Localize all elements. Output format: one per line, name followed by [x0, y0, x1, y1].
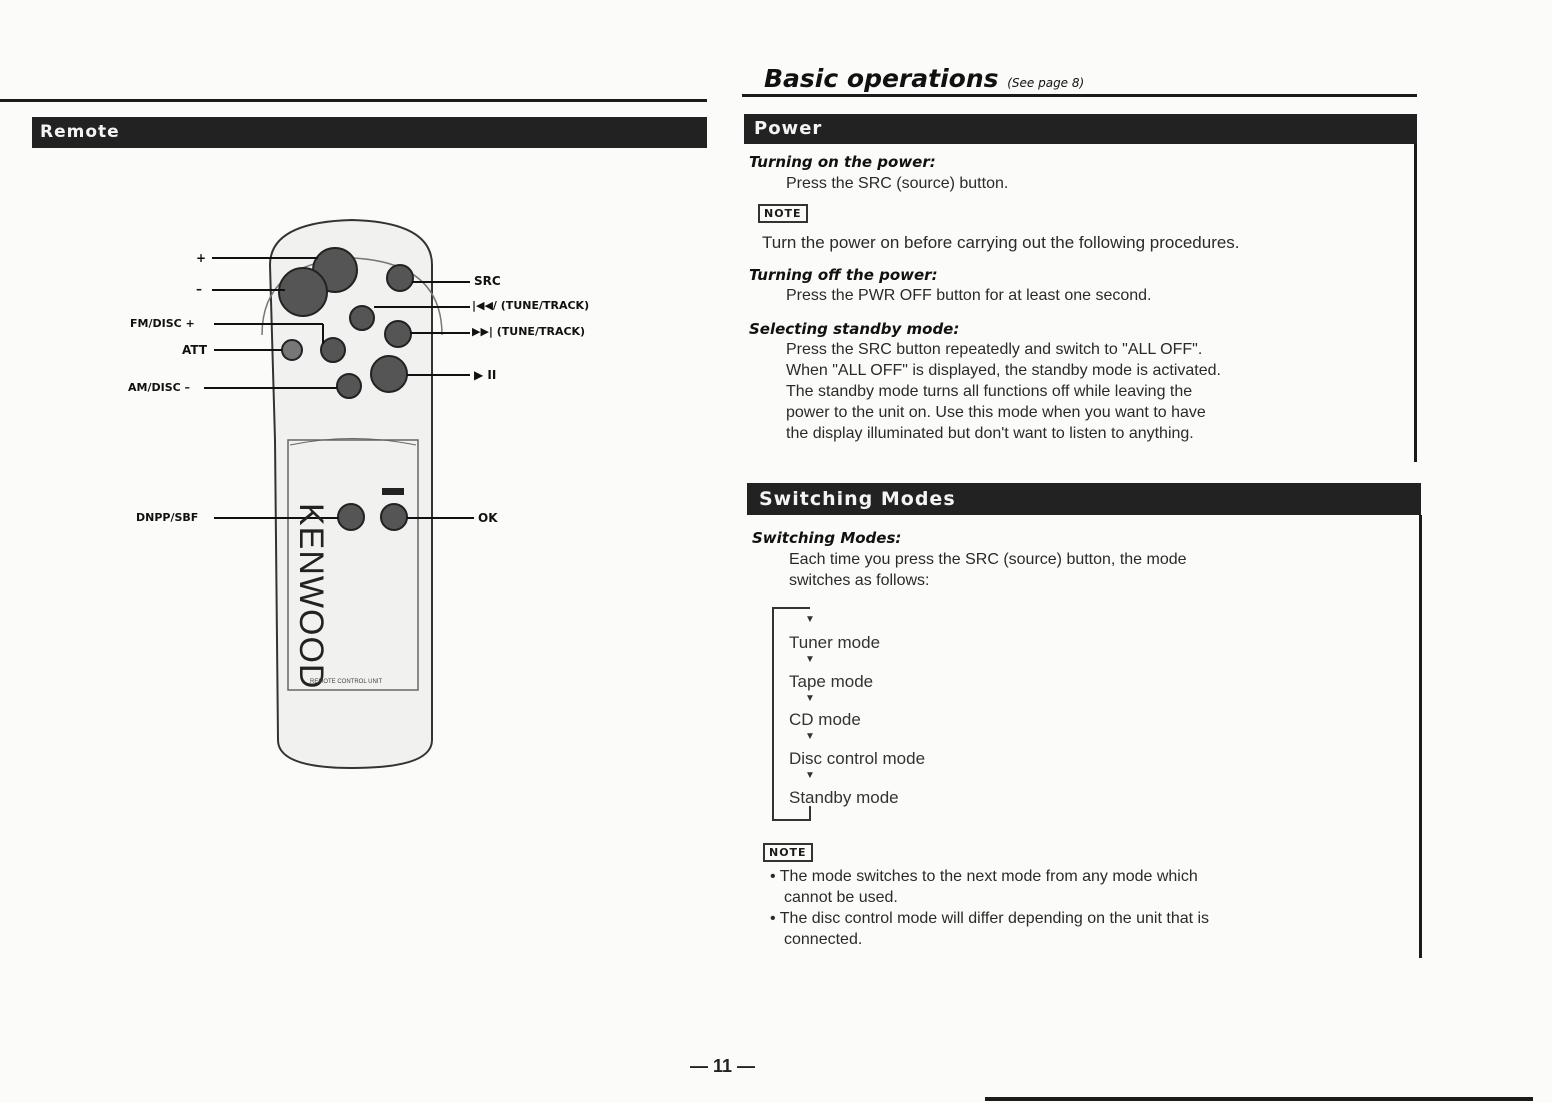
label-track-back: |◀◀/ (TUNE/TRACK) [472, 299, 590, 312]
switching-text [789, 549, 1187, 591]
switching-line: Each time you press the SRC (source) button, the mode [789, 551, 1187, 568]
mode-item: Disc control mode [789, 749, 926, 768]
att-button [282, 340, 302, 360]
standby-heading: Selecting standby mode: [749, 320, 960, 338]
dnpp-button [338, 504, 364, 530]
turn-on-heading: Turning on the power: [749, 153, 936, 171]
standby-line: Press the SRC button repeatedly and switch to "ALL OFF". [786, 341, 1203, 358]
power-section-title: Power [754, 118, 823, 139]
power-note-label: NOTE [758, 204, 808, 223]
heading-rule [742, 94, 1417, 97]
mode-item: Tuner mode [789, 633, 881, 652]
note-line: • The mode switches to the next mode from any mode which [770, 868, 1198, 885]
track-fwd-button [385, 321, 411, 347]
top-rule-left [0, 99, 707, 102]
label-ok: OK [478, 511, 498, 525]
label-play-pause: ▶ II [474, 368, 497, 382]
turn-off-text: Press the PWR OFF button for at least one second. [786, 287, 1152, 304]
turn-on-text: Press the SRC (source) button. [786, 175, 1009, 192]
page-heading-ref: (See page 8) [1007, 76, 1085, 90]
label-minus: – [196, 282, 202, 296]
mode-arrow-icon: ▼ [805, 614, 815, 625]
mode-item: Standby mode [789, 788, 899, 807]
switching-right-rule [1419, 515, 1422, 958]
remote-section-bar [32, 117, 707, 148]
bottom-rule [985, 1097, 1533, 1101]
turn-off-heading: Turning off the power: [749, 266, 938, 284]
mode-item: CD mode [789, 710, 861, 729]
label-fm-disc-plus: FM/DISC + [130, 317, 195, 330]
standby-line: power to the unit on. Use this mode when you want to have [786, 404, 1206, 421]
label-src: SRC [474, 274, 501, 288]
remote-model-text: REMOTE CONTROL UNIT [310, 679, 383, 685]
standby-line: When "ALL OFF" is displayed, the standby mode is activated. [786, 362, 1221, 379]
ok-button [381, 504, 407, 530]
play-pause-button [371, 356, 407, 392]
standby-text [786, 339, 1221, 444]
page-number: — 11 — [690, 1056, 756, 1076]
power-section-bar [744, 114, 1417, 144]
mode-arrow-icon: ▼ [805, 731, 815, 742]
track-back-button [350, 306, 374, 330]
remote-section-title: Remote [40, 122, 120, 142]
remote-control-illustration [0, 150, 707, 770]
power-note-text: Turn the power on before carrying out the following procedures. [762, 233, 1240, 252]
mode-arrow-icon: ▼ [805, 693, 815, 704]
switching-note-label: NOTE [763, 843, 813, 862]
label-dnpp-sbf: DNPP/SBF [136, 511, 199, 524]
switching-line: switches as follows: [789, 572, 930, 589]
note-line: connected. [784, 931, 863, 948]
note-line: • The disc control mode will differ depending on the unit that is [770, 910, 1210, 927]
power-right-rule [1414, 144, 1417, 462]
page-heading [764, 64, 1084, 93]
label-am-disc-minus: AM/DISC – [128, 381, 191, 394]
switching-heading: Switching Modes: [752, 529, 902, 547]
note-line: cannot be used. [784, 889, 898, 906]
standby-line: the display illuminated but don't want to listen to anything. [786, 425, 1194, 442]
am-disc-minus-button [337, 374, 361, 398]
label-plus: + [196, 251, 207, 265]
minus-button [279, 268, 327, 316]
mode-item: Tape mode [789, 672, 874, 691]
fm-disc-plus-button [321, 338, 345, 362]
switching-section-title: Switching Modes [759, 488, 956, 510]
mode-arrow-icon: ▼ [805, 654, 815, 665]
label-track-fwd: ▶▶| (TUNE/TRACK) [472, 325, 586, 338]
src-button [387, 265, 413, 291]
label-att: ATT [182, 343, 208, 357]
switching-section-bar [747, 483, 1421, 515]
remote-brand: KENWOOD [292, 503, 330, 690]
page-heading-text: Basic operations [764, 64, 999, 93]
switching-notes [770, 866, 1209, 950]
mode-arrow-icon: ▼ [805, 770, 815, 781]
standby-line: The standby mode turns all functions off while leaving the [786, 383, 1193, 400]
